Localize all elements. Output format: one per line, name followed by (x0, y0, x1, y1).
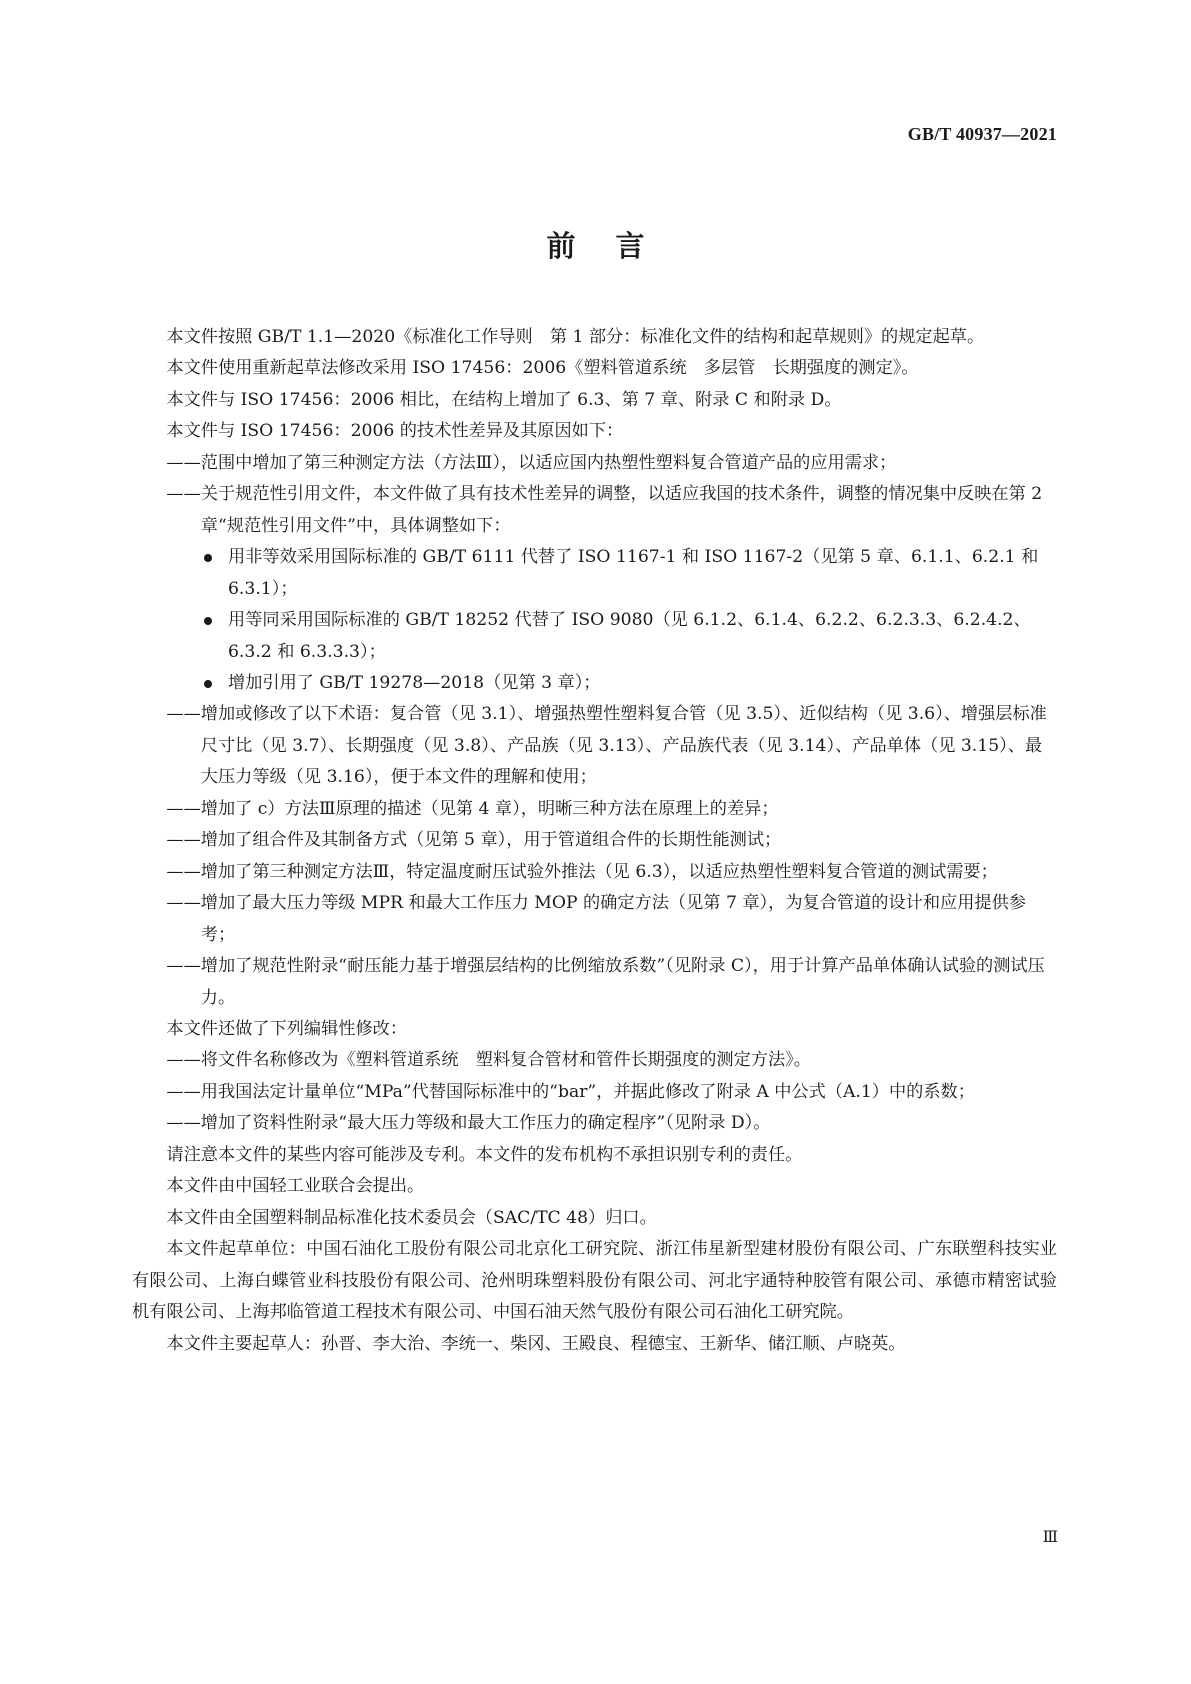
dash-item (132, 1077, 1057, 1108)
paragraph: 本文件还做了下列编辑性修改： (166, 1018, 408, 1039)
dash-mark: —— (166, 1081, 201, 1102)
dash-item (132, 951, 1057, 1014)
dash-item-text: 增加了资料性附录“最大压力等级和最大工作压力的确定程序”（见附录 D）。 (200, 1113, 771, 1134)
paragraph: 本文件按照 GB/T 1.1—2020《标准化工作导则 第 1 部分：标准化文件的结构和起草规则》的规定起草。 (166, 327, 985, 347)
document-body (132, 322, 1057, 1360)
paragraph: 请注意本文件的某些内容可能涉及专利。本文件的发布机构不承担识别专利的责任。 (166, 1144, 803, 1165)
dash-item (132, 479, 1057, 542)
dash-mark: —— (166, 956, 201, 977)
dash-mark: —— (166, 704, 201, 725)
paragraph: 本文件与 ISO 17456：2006 的技术性差异及其原因如下： (166, 421, 624, 442)
dash-item-text: 增加了最大压力等级 MPR 和最大工作压力 MOP 的确定方法（见第 7 章），为复合管道的设计和应用提供参考； (200, 893, 1026, 945)
bullet-item-text: 用等同采用国际标准的 GB/T 18252 代替了 ISO 9080（见 6.1.2、6.1.4、6.2.2、6.2.3.3、6.2.4.2、6.3.2 和 6.3.3.3）； (228, 610, 1031, 662)
dash-item-text: 增加了规范性附录“耐压能力基于增强层结构的比例缩放系数”（见附录 C），用于计算产品单体确认试验的测试压力。 (200, 956, 1045, 1008)
paragraph: 本文件由全国塑料制品标准化技术委员会（SAC/TC 48）归口。 (166, 1207, 657, 1228)
dash-item (132, 448, 1057, 479)
bullet-item-text: 用非等效采用国际标准的 GB/T 6111 代替了 ISO 1167-1 和 ISO 1167-2（见第 5 章、6.1.1、6.2.1 和 6.3.1）； (228, 547, 1039, 599)
dash-item-text: 范围中增加了第三种测定方法（方法Ⅲ），以适应国内热塑性塑料复合管道产品的应用需求； (200, 452, 897, 473)
bullet-dot-icon (204, 554, 212, 562)
dash-mark: —— (166, 484, 201, 505)
bullet-item (132, 542, 1057, 605)
bullet-dot-icon (204, 617, 212, 625)
dash-mark: —— (166, 830, 201, 851)
page-title: 前言 (546, 229, 685, 263)
bullet-item (132, 668, 1057, 699)
dash-item (132, 857, 1057, 888)
dash-item (132, 699, 1057, 793)
dash-mark: —— (166, 1113, 201, 1134)
dash-item (132, 825, 1057, 856)
dash-item (132, 888, 1057, 951)
dash-mark: —— (166, 798, 201, 819)
bullet-item (132, 605, 1057, 668)
dash-mark: —— (166, 452, 201, 473)
dash-item-text: 关于规范性引用文件，本文件做了具有技术性差异的调整，以适应我国的技术条件，调整的情况集中反映在第 2 章“规范性引用文件”中，具体调整如下： (200, 484, 1043, 536)
dash-mark: —— (166, 1050, 201, 1071)
paragraph: 本文件起草单位：中国石油化工股份有限公司北京化工研究院、浙江伟星新型建材股份有限公司、广东联塑科技实业有限公司、上海白蝶管业科技股份有限公司、沧州明珠塑料股份有限公司、河北宇通特种胶管有限公司、承德市精密试验机有限公司、上海邦临管道工程技术有限公司、中国石油天然气股份有限公司石油化工研究院。 (132, 1239, 1057, 1323)
paragraph: 本文件由中国轻工业联合会提出。 (166, 1176, 425, 1197)
dash-mark: —— (166, 861, 201, 882)
paragraph: 本文件与 ISO 17456：2006 相比，在结构上增加了 6.3、第 7 章、附录 C 和附录 D。 (166, 389, 842, 410)
dash-item (132, 1045, 1057, 1076)
paragraph: 本文件主要起草人：孙晋、李大治、李统一、柴冈、王殿良、程德宝、王新华、储江顺、卢晓英。 (166, 1333, 906, 1354)
dash-item-text: 将文件名称修改为《塑料管道系统 塑料复合管材和管件长期强度的测定方法》。 (200, 1050, 811, 1071)
dash-item-text: 增加了 c）方法Ⅲ原理的描述（见第 4 章），明晰三种方法在原理上的差异； (200, 798, 779, 819)
dash-item-text: 用我国法定计量单位“MPa”代替国际标准中的“bar”，并据此修改了附录 A 中公式（A.1）中的系数； (200, 1081, 975, 1102)
dash-item-text: 增加了组合件及其制备方式（见第 5 章），用于管道组合件的长期性能测试； (200, 830, 782, 851)
dash-mark: —— (166, 893, 201, 914)
standard-code: GB/T 40937—2021 (907, 124, 1057, 144)
dash-item-text: 增加或修改了以下术语：复合管（见 3.1）、增强热塑性塑料复合管（见 3.5）、近似结构（见 3.6）、增强层标准尺寸比（见 3.7）、长期强度（见 3.8）、产品族（见 3.13）、产品族代表（见 3.14）、产品单体（见 3.15）、最大压力等级（见 3.16），便于本文件的理解和使用； (200, 704, 1047, 788)
paragraph: 本文件使用重新起草法修改采用 ISO 17456：2006《塑料管道系统 多层管 长期强度的测定》。 (166, 358, 919, 379)
bullet-item-text: 增加引用了 GB/T 19278—2018（见第 3 章）； (228, 672, 601, 693)
dash-item-text: 增加了第三种测定方法Ⅲ，特定温度耐压试验外推法（见 6.3），以适应热塑性塑料复合管道的测试需要； (200, 861, 998, 882)
bullet-dot-icon (204, 680, 212, 688)
dash-item (132, 1108, 1057, 1139)
dash-item (132, 794, 1057, 825)
page-number: Ⅲ (1042, 1529, 1058, 1546)
